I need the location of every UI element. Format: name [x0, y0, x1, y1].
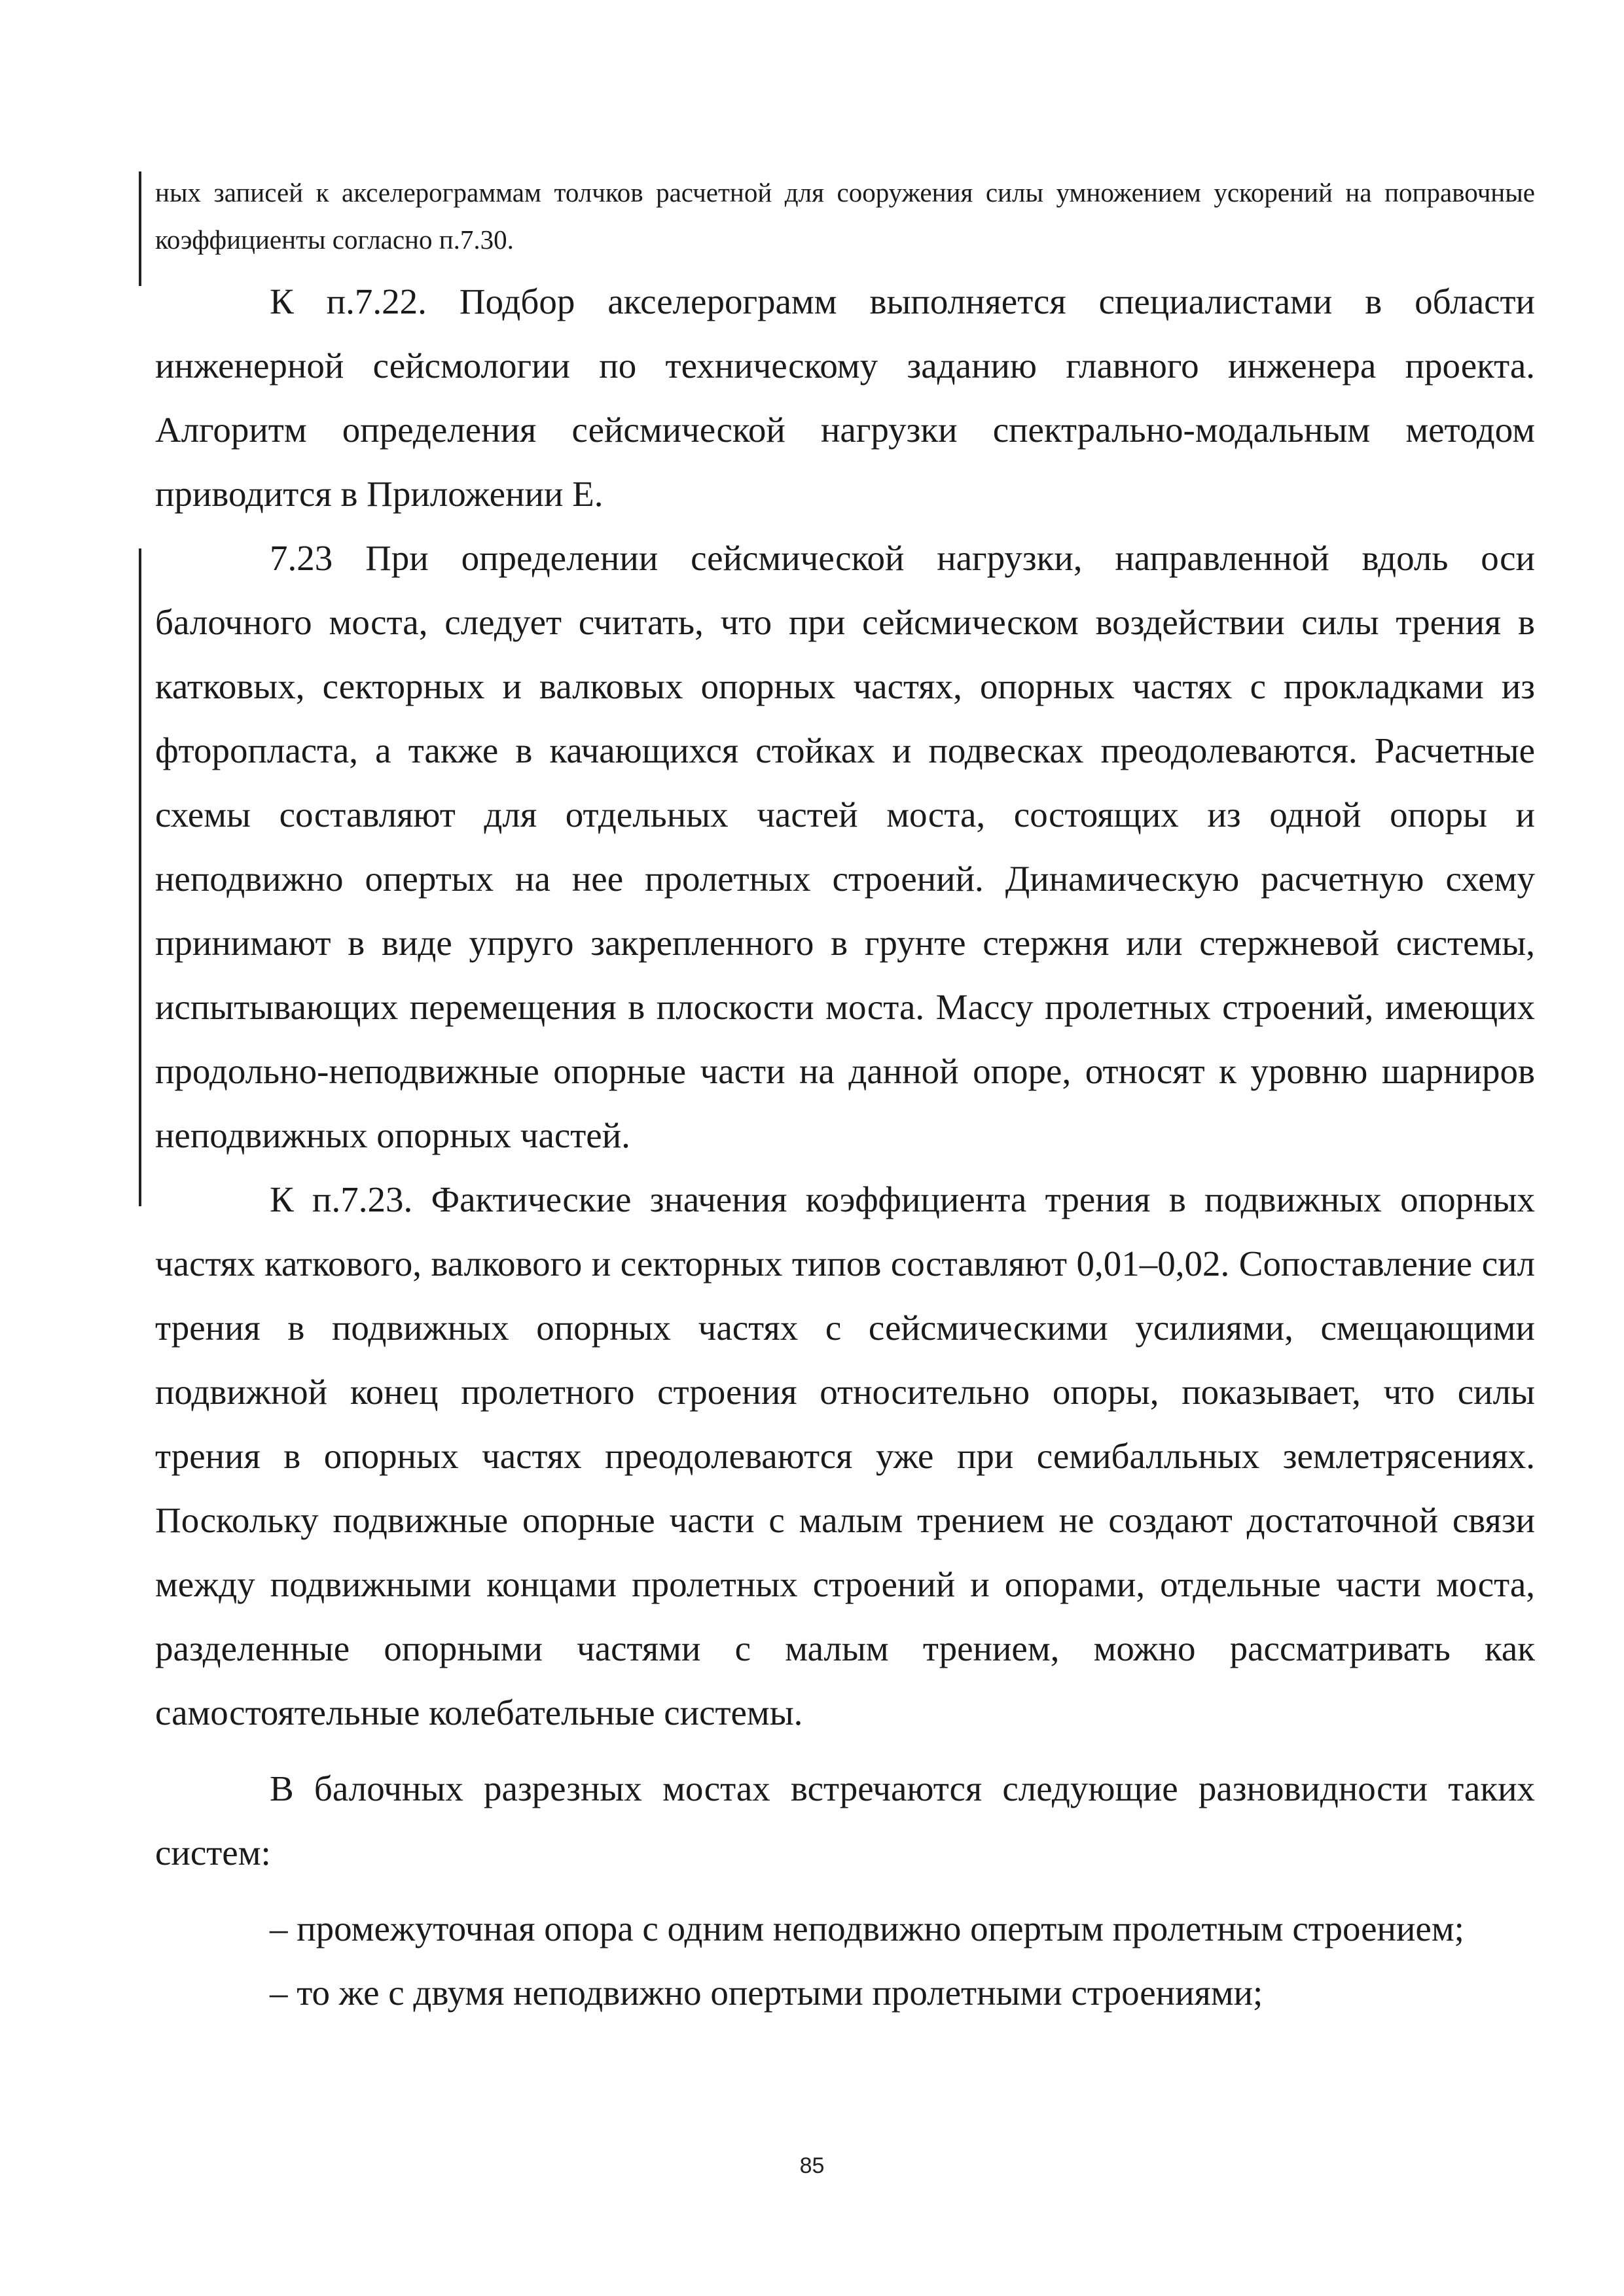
paragraph-commentary-7-22: К п.7.22. Подбор акселерограмм выполняется специалистами в области инженерной сейсмологии по техническому заданию главного инженера проекта. Алгоритм определения сейсмической нагрузки спектрально-модальным методом приводится в Приложении Е. [155, 281, 1535, 514]
revision-bar [139, 171, 141, 286]
list-item: – то же с двумя неподвижно опертыми пролетными строениями; [270, 1973, 1263, 2013]
paragraph-system-types: В балочных разрезных мостах встречаются следующие разновидности таких систем: [155, 1768, 1535, 1873]
page-body [155, 169, 1535, 2025]
list-item: – промежуточная опора с одним неподвижно опертым пролетным строением; [270, 1909, 1464, 1948]
paragraph-commentary-7-23: К п.7.23. Фактические значения коэффициента трения в подвижных опорных частях каткового, валкового и секторных типов составляют 0,01–0,02. Сопоставление сил трения в подвижных опорных частях с сейсмическими усилиями, смещающими подвижной конец пролетного строения относительно опоры, показывает, что силы трения в опорных частях преодолеваются уже при семибалльных землетрясениях. Поскольку подвижные опорные части с малым трением не создают достаточной связи между подвижными концами пролетных строений и опорами, отдельные части моста, разделенные опорными частями с малым трением, можно рассматривать как самостоятельные колебательные системы. [155, 1179, 1535, 1732]
page-number: 85 [799, 2153, 825, 2178]
paragraph-continuation: ных записей к акселерограммам толчков расчетной для сооружения силы умножением ускорений на поправочные коэффициенты согласно п.7.30. [155, 177, 1535, 255]
revision-bar [139, 548, 141, 1206]
paragraph-clause-7-23: 7.23 При определении сейсмической нагрузки, направленной вдоль оси балочного моста, следует считать, что при сейсмическом воздействии силы трения в катковых, секторных и валковых опорных частях, опорных частях с прокладками из фторопласта, а также в качающихся стойках и подвесках преодолеваются. Расчетные схемы составляют для отдельных частей моста, состоящих из одной опоры и неподвижно опертых на нее пролетных строений. Динамическую расчетную схему принимают в виде упруго закрепленного в грунте стержня или стержневой системы, испытывающих перемещения в плоскости моста. Массу пролетных строений, имеющих продольно-неподвижные опорные части на данной опоре, относят к уровню шарниров неподвижных опорных частей. [155, 538, 1535, 1155]
